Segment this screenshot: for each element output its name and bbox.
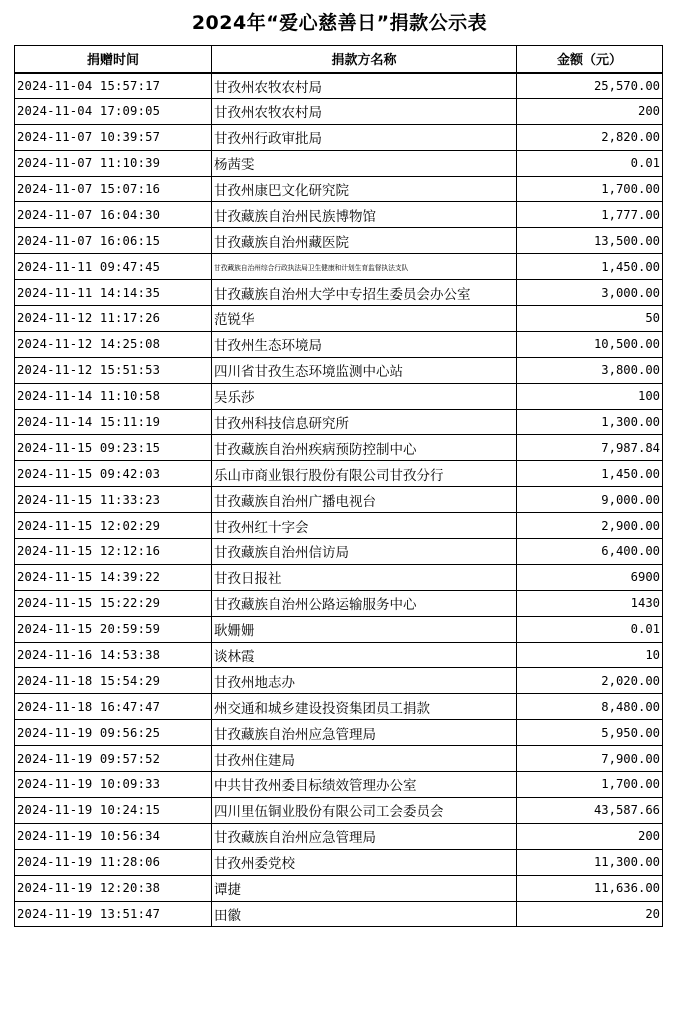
table-row: [15, 487, 663, 513]
donation-amount: 11,636.00: [517, 875, 663, 901]
table-body: [15, 73, 663, 927]
donor-name: 甘孜藏族自治州信访局: [212, 539, 517, 565]
table-row: [15, 435, 663, 461]
donor-name: 耿姗姗: [212, 616, 517, 642]
donation-amount: 10: [517, 642, 663, 668]
table-row: [15, 590, 663, 616]
donor-name: 乐山市商业银行股份有限公司甘孜分行: [212, 461, 517, 487]
donation-amount: 10,500.00: [517, 331, 663, 357]
donation-amount: 50: [517, 306, 663, 332]
donation-amount: 200: [517, 98, 663, 124]
donor-name: 州交通和城乡建设投资集团员工捐款: [212, 694, 517, 720]
donation-amount: 3,000.00: [517, 280, 663, 306]
table-row: [15, 694, 663, 720]
donation-amount: 3,800.00: [517, 357, 663, 383]
donation-time: 2024-11-15 09:23:15: [15, 435, 212, 461]
table-row: [15, 720, 663, 746]
table-row: [15, 409, 663, 435]
table-row: [15, 202, 663, 228]
donation-time: 2024-11-15 14:39:22: [15, 564, 212, 590]
table-row: [15, 254, 663, 280]
table-row: [15, 461, 663, 487]
donation-time: 2024-11-12 11:17:26: [15, 306, 212, 332]
table-row: [15, 797, 663, 823]
donation-amount: 20: [517, 901, 663, 927]
table-row: [15, 124, 663, 150]
donation-amount: 1,450.00: [517, 254, 663, 280]
table-row: [15, 150, 663, 176]
table-row: [15, 564, 663, 590]
table-row: [15, 73, 663, 99]
donation-amount: 8,480.00: [517, 694, 663, 720]
donor-name: 甘孜州红十字会: [212, 513, 517, 539]
donation-time: 2024-11-19 10:24:15: [15, 797, 212, 823]
donation-amount: 1,300.00: [517, 409, 663, 435]
donor-name: 谭捷: [212, 875, 517, 901]
table-row: [15, 901, 663, 927]
donor-name: 谈林霞: [212, 642, 517, 668]
donation-time: 2024-11-07 11:10:39: [15, 150, 212, 176]
table-row: [15, 280, 663, 306]
donation-time: 2024-11-12 14:25:08: [15, 331, 212, 357]
donor-name: 甘孜藏族自治州应急管理局: [212, 720, 517, 746]
donor-name: 甘孜藏族自治州藏医院: [212, 228, 517, 254]
donation-time: 2024-11-15 20:59:59: [15, 616, 212, 642]
donor-name: 甘孜州地志办: [212, 668, 517, 694]
table-header: [15, 46, 663, 73]
donation-amount: 6900: [517, 564, 663, 590]
donation-amount: 2,820.00: [517, 124, 663, 150]
donation-time: 2024-11-19 09:56:25: [15, 720, 212, 746]
donation-time: 2024-11-12 15:51:53: [15, 357, 212, 383]
donation-time: 2024-11-14 11:10:58: [15, 383, 212, 409]
donation-amount: 1,450.00: [517, 461, 663, 487]
donor-name: 甘孜州农牧农村局: [212, 73, 517, 99]
donation-table: [14, 45, 663, 927]
donation-amount: 7,900.00: [517, 746, 663, 772]
header-row: [15, 46, 663, 73]
donor-name: 甘孜藏族自治州疾病预防控制中心: [212, 435, 517, 461]
donor-name: 甘孜州委党校: [212, 849, 517, 875]
donation-time: 2024-11-04 15:57:17: [15, 73, 212, 99]
table-row: [15, 642, 663, 668]
donation-amount: 0.01: [517, 616, 663, 642]
table-row: [15, 823, 663, 849]
donation-time: 2024-11-15 09:42:03: [15, 461, 212, 487]
table-row: [15, 306, 663, 332]
donor-name: 杨茜雯: [212, 150, 517, 176]
donation-time: 2024-11-16 14:53:38: [15, 642, 212, 668]
donor-name: 甘孜藏族自治州应急管理局: [212, 823, 517, 849]
donor-name: 甘孜州农牧农村局: [212, 98, 517, 124]
donation-amount: 200: [517, 823, 663, 849]
donation-amount: 11,300.00: [517, 849, 663, 875]
table-row: [15, 357, 663, 383]
donation-time: 2024-11-19 10:09:33: [15, 772, 212, 798]
table-row: [15, 668, 663, 694]
donation-time: 2024-11-18 15:54:29: [15, 668, 212, 694]
table-row: [15, 228, 663, 254]
donation-time: 2024-11-07 16:04:30: [15, 202, 212, 228]
donor-name: 范锐华: [212, 306, 517, 332]
table-row: [15, 331, 663, 357]
donation-amount: 1,700.00: [517, 772, 663, 798]
donation-time: 2024-11-04 17:09:05: [15, 98, 212, 124]
donation-amount: 6,400.00: [517, 539, 663, 565]
donor-name: 甘孜日报社: [212, 564, 517, 590]
donation-amount: 2,900.00: [517, 513, 663, 539]
donor-name: 甘孜藏族自治州公路运输服务中心: [212, 590, 517, 616]
table-row: [15, 849, 663, 875]
donation-time: 2024-11-19 13:51:47: [15, 901, 212, 927]
donation-amount: 1430: [517, 590, 663, 616]
donation-time: 2024-11-19 09:57:52: [15, 746, 212, 772]
donor-name: 甘孜州科技信息研究所: [212, 409, 517, 435]
donation-time: 2024-11-11 14:14:35: [15, 280, 212, 306]
column-header-amount: 金额（元）: [517, 46, 663, 73]
donation-amount: 43,587.66: [517, 797, 663, 823]
donor-name: 甘孜藏族自治州综合行政执法局卫生健康和计划生育监督执法支队: [212, 254, 517, 280]
donation-amount: 1,700.00: [517, 176, 663, 202]
table-row: [15, 875, 663, 901]
donation-time: 2024-11-07 15:07:16: [15, 176, 212, 202]
table-row: [15, 176, 663, 202]
donation-amount: 2,020.00: [517, 668, 663, 694]
donation-amount: 100: [517, 383, 663, 409]
donation-time: 2024-11-19 12:20:38: [15, 875, 212, 901]
donation-amount: 7,987.84: [517, 435, 663, 461]
donor-name: 四川里伍铜业股份有限公司工会委员会: [212, 797, 517, 823]
donor-name: 甘孜藏族自治州大学中专招生委员会办公室: [212, 280, 517, 306]
donation-time: 2024-11-14 15:11:19: [15, 409, 212, 435]
donation-amount: 9,000.00: [517, 487, 663, 513]
donor-name: 中共甘孜州委目标绩效管理办公室: [212, 772, 517, 798]
donation-time: 2024-11-07 10:39:57: [15, 124, 212, 150]
donor-name: 甘孜藏族自治州广播电视台: [212, 487, 517, 513]
table-row: [15, 98, 663, 124]
table-row: [15, 616, 663, 642]
page-title: 2024年“爱心慈善日”捐款公示表: [191, 12, 488, 34]
column-header-donor: 捐款方名称: [212, 46, 517, 73]
donation-time: 2024-11-18 16:47:47: [15, 694, 212, 720]
column-header-time: 捐赠时间: [15, 46, 212, 73]
donation-time: 2024-11-15 12:12:16: [15, 539, 212, 565]
donor-name: 田徽: [212, 901, 517, 927]
table-row: [15, 383, 663, 409]
donation-amount: 0.01: [517, 150, 663, 176]
table-row: [15, 513, 663, 539]
donation-time: 2024-11-07 16:06:15: [15, 228, 212, 254]
donation-amount: 13,500.00: [517, 228, 663, 254]
table-row: [15, 746, 663, 772]
donation-amount: 25,570.00: [517, 73, 663, 99]
donation-time: 2024-11-19 11:28:06: [15, 849, 212, 875]
donation-time: 2024-11-19 10:56:34: [15, 823, 212, 849]
donor-name: 甘孜州行政审批局: [212, 124, 517, 150]
donation-time: 2024-11-15 15:22:29: [15, 590, 212, 616]
donation-time: 2024-11-15 12:02:29: [15, 513, 212, 539]
donation-amount: 1,777.00: [517, 202, 663, 228]
donor-name: 甘孜藏族自治州民族博物馆: [212, 202, 517, 228]
donation-amount: 5,950.00: [517, 720, 663, 746]
table-row: [15, 772, 663, 798]
donation-time: 2024-11-11 09:47:45: [15, 254, 212, 280]
donor-name: 吴乐莎: [212, 383, 517, 409]
donor-name: 甘孜州康巴文化研究院: [212, 176, 517, 202]
donor-name: 甘孜州住建局: [212, 746, 517, 772]
donation-time: 2024-11-15 11:33:23: [15, 487, 212, 513]
donor-name: 甘孜州生态环境局: [212, 331, 517, 357]
donor-name: 四川省甘孜生态环境监测中心站: [212, 357, 517, 383]
table-row: [15, 539, 663, 565]
